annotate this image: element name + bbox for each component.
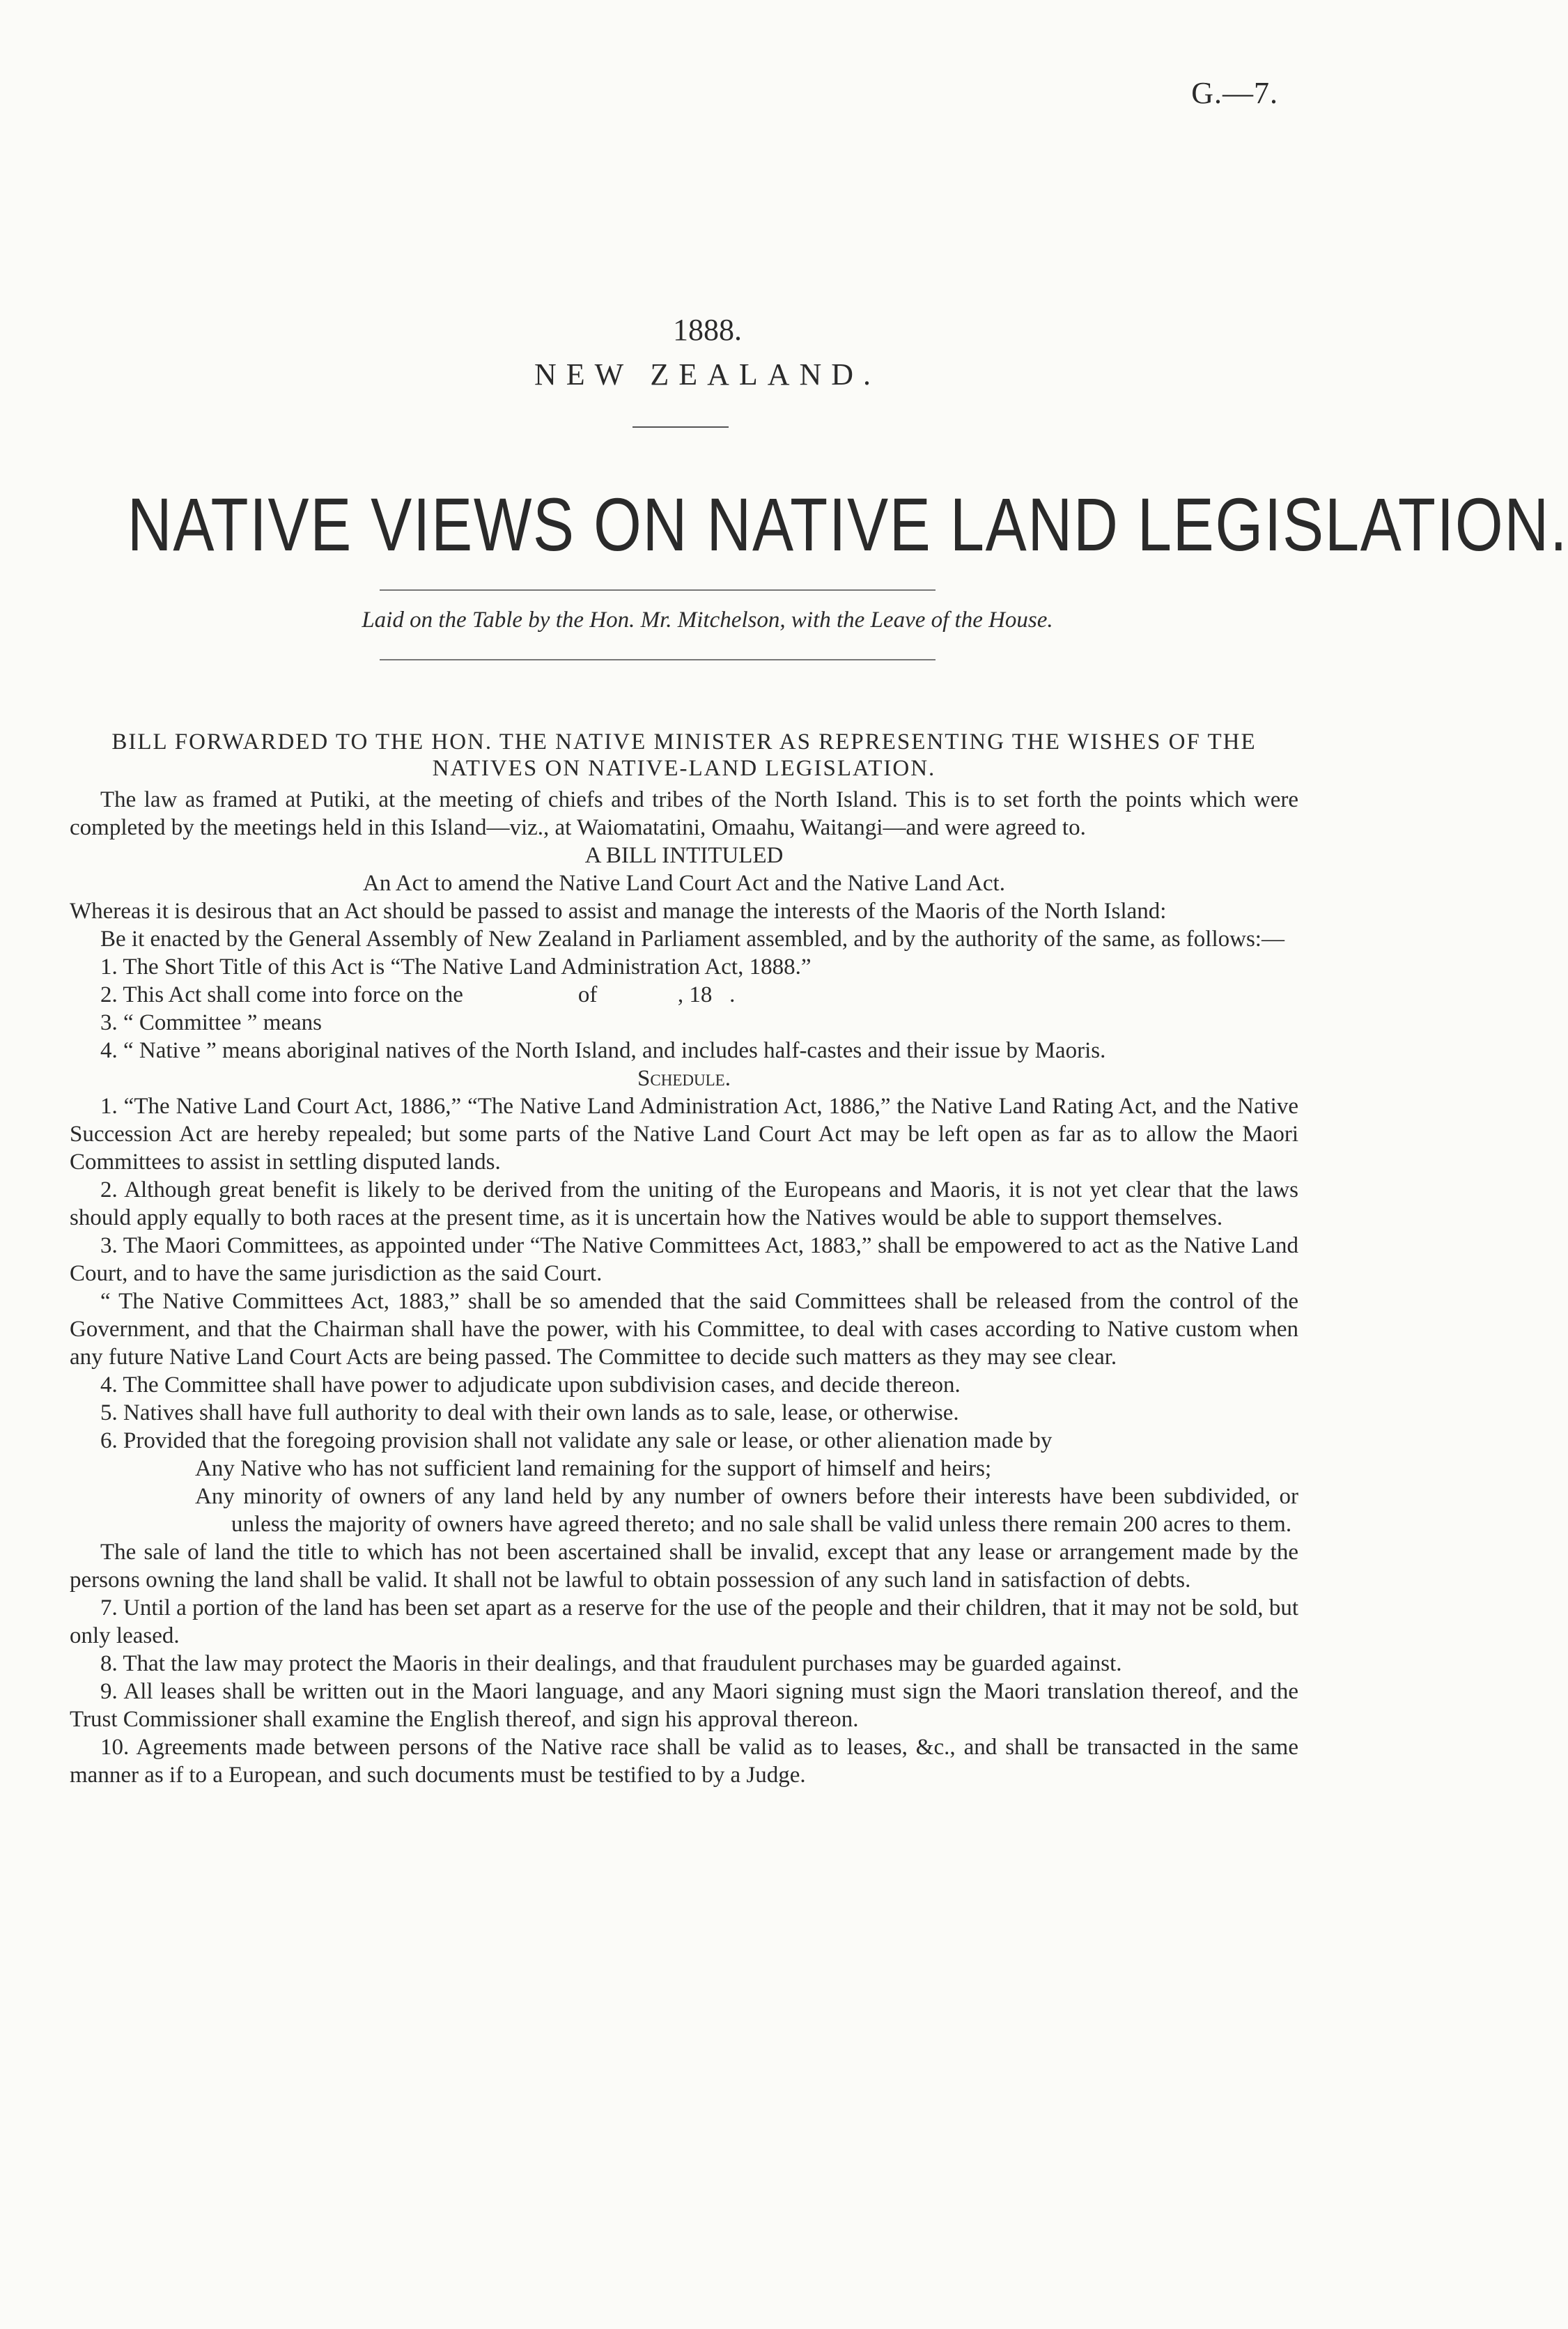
document-year: 1888. — [673, 313, 742, 347]
document-country: NEW ZEALAND. — [534, 357, 881, 392]
section-heading: BILL FORWARDED TO THE HON. THE NATIVE MINISTER AS REPRESENTING THE WISHES OF THE NATIVES ON NATIVE-LAND LEGISLATION. — [111, 729, 1257, 781]
schedule-item: 10. Agreements made between persons of the Native race shall be valid as to leases, &c., and shall be transacted in the same manner as if to a European, and such documents must be testified to by a Judge. — [70, 1735, 1298, 1788]
schedule-item: 2. Although great benefit is likely to be derived from the uniting of the Europeans and Maoris, it is not yet clear that the laws should apply equally to both races at the present time, as it is uncertain how the Natives would be able to support themselves. — [70, 1177, 1298, 1230]
schedule-item: 4. The Committee shall have power to adjudicate upon subdivision cases, and decide thereon. — [100, 1372, 961, 1398]
divider-rule-top — [380, 589, 936, 591]
whereas-paragraph: Whereas it is desirous that an Act should be passed to assist and manage the interests of the Maoris of the North Island: — [70, 899, 1167, 924]
divider-rule — [632, 426, 729, 428]
page-reference: G.—7. — [1191, 76, 1278, 110]
bill-heading: A BILL INTITULED — [584, 843, 784, 868]
document-body — [70, 729, 1298, 1789]
schedule-item: 8. That the law may protect the Maoris in their dealings, and that fraudulent purchases may be guarded against. — [100, 1651, 1122, 1676]
schedule-item: 9. All leases shall be written out in the Maori language, and any Maori signing must sign the Maori translation thereof, and the Trust Commissioner shall examine the English thereof, and sign his approval thereon. — [70, 1679, 1298, 1732]
schedule-item: The sale of land the title to which has not been ascertained shall be invalid, except that any lease or arrangement made by the persons owning the land shall be valid. It shall not be lawful to obtain possession of any such land in satisfaction of debts. — [70, 1540, 1298, 1593]
schedule-item: 1. “The Native Land Court Act, 1886,” “The Native Land Administration Act, 1886,” the Native Land Rating Act, and the Native Succession Act are hereby repealed; but some parts of the Native Land Court Act may be left open as far as to allow the Maori Committees to assist in settling disputed lands. — [70, 1094, 1298, 1175]
intro-paragraph: The law as framed at Putiki, at the meeting of chiefs and tribes of the North Island. This is to set forth the points which were completed by the meetings held in this Island—viz., at Waiomatatini, Omaahu, Waitangi—and were agreed to. — [70, 787, 1298, 840]
schedule-heading: Schedule. — [637, 1066, 731, 1091]
proviso-item: Any minority of owners of any land held by any number of owners before their interests have been subdivided, or unless the majority of owners have agreed thereto; and no sale shall be valid unless there remain 200 acres to them. — [195, 1484, 1298, 1537]
bill-title: An Act to amend the Native Land Court Act and the Native Land Act. — [363, 871, 1005, 896]
clause-item: 3. “ Committee ” means — [100, 1010, 322, 1035]
schedule-item: “ The Native Committees Act, 1883,” shall be so amended that the said Committees shall be released from the control of the Government, and that the Chairman shall have the power, with his Committee, to deal with cases according to Native custom when any future Native Land Court Acts are being passed. The Committee to decide such matters as they may see clear. — [70, 1289, 1298, 1370]
clause-item: 2. This Act shall come into force on the of , 18 . — [100, 982, 736, 1007]
schedule-item: 6. Provided that the foregoing provision shall not validate any sale or lease, or other alienation made by — [100, 1428, 1053, 1453]
proviso-item: Any Native who has not sufficient land remaining for the support of himself and heirs; — [195, 1456, 992, 1481]
divider-rule-bottom — [380, 659, 936, 660]
schedule-item: 7. Until a portion of the land has been set apart as a reserve for the use of the people and their children, that it may not be sold, but only leased. — [70, 1595, 1298, 1648]
schedule-item: 3. The Maori Committees, as appointed under “The Native Committees Act, 1883,” shall be empowered to act as the Native Land Court, and to have the same jurisdiction as the said Court. — [70, 1233, 1298, 1286]
enacting-paragraph: Be it enacted by the General Assembly of New Zealand in Parliament assembled, and by the authority of the same, as follows:— — [100, 927, 1284, 952]
clause-item: 1. The Short Title of this Act is “The Native Land Administration Act, 1888.” — [100, 954, 812, 980]
clause-item: 4. “ Native ” means aboriginal natives of the North Island, and includes half-castes and their issue by Maoris. — [100, 1038, 1106, 1063]
document-title: NATIVE VIEWS ON NATIVE LAND LEGISLATION. — [127, 482, 1568, 566]
schedule-item: 5. Natives shall have full authority to deal with their own lands as to sale, lease, or otherwise. — [100, 1400, 959, 1425]
laid-on-table-note: Laid on the Table by the Hon. Mr. Mitchelson, with the Leave of the House. — [362, 608, 1053, 633]
